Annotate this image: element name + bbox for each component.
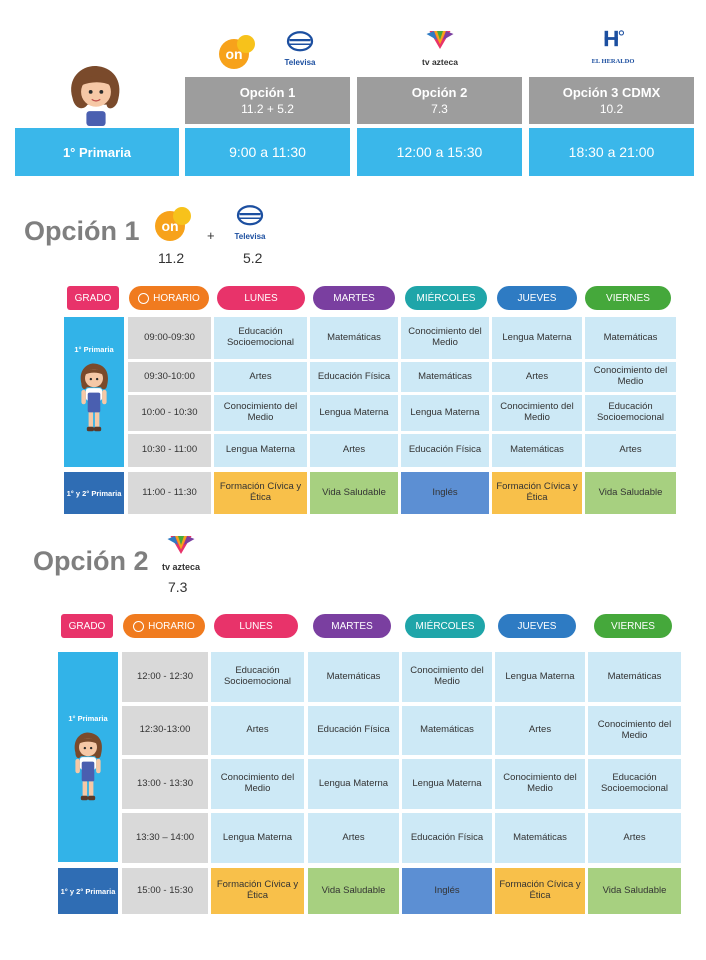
time-cell: 09:00-09:30 <box>128 317 211 359</box>
tv-azteca-logo-text: tv azteca <box>422 57 458 67</box>
horario-header-label: HORARIO <box>153 292 200 304</box>
class-cell: Conocimiento del Medio <box>585 362 676 392</box>
option-2-channels: 7.3 <box>431 102 448 116</box>
once-logo-opt1 <box>148 204 196 244</box>
class-cell: Matemáticas <box>308 652 399 702</box>
option-1-title: Opción 1 <box>239 85 296 100</box>
option-1-channel-a: 11.2 <box>158 250 185 266</box>
horario-header-label: HORARIO <box>148 620 195 632</box>
class-cell: Matemáticas <box>588 652 681 702</box>
plus-sign: + <box>207 228 215 243</box>
class-cell: Lengua Materna <box>495 652 585 702</box>
class-cell: Artes <box>214 362 307 392</box>
class-cell: Educación Física <box>401 434 489 467</box>
class-cell: Inglés <box>402 868 492 914</box>
time-cell: 13:30 – 14:00 <box>122 813 208 863</box>
girl-figure-icon <box>70 730 106 804</box>
class-cell: Educación Socioemocional <box>588 759 681 809</box>
grade-side-1-primaria <box>58 652 118 862</box>
class-cell: Educación Socioemocional <box>211 652 304 702</box>
grade-side-1-primaria <box>64 317 124 467</box>
class-cell: Lengua Materna <box>214 434 307 467</box>
day-header-martes: MARTES <box>313 614 391 638</box>
option-1-channel-b: 5.2 <box>243 250 263 266</box>
class-cell: Matemáticas <box>402 706 492 755</box>
class-cell: Educación Física <box>402 813 492 863</box>
el-heraldo-logo-text: EL HERALDO <box>591 57 635 65</box>
class-cell: Conocimiento del Medio <box>492 395 582 431</box>
class-cell: Conocimiento del Medio <box>588 706 681 755</box>
class-cell: Matemáticas <box>492 434 582 467</box>
day-header-viernes: VIERNES <box>585 286 671 310</box>
class-cell: Conocimiento del Medio <box>214 395 307 431</box>
time-cell: 10:30 - 11:00 <box>128 434 211 467</box>
option-2-section-title: Opción 2 <box>33 546 149 576</box>
option-2-title: Opción 2 <box>411 85 468 100</box>
class-cell: Lengua Materna <box>492 317 582 359</box>
class-cell: Lengua Materna <box>310 395 398 431</box>
girl-avatar-top <box>64 50 128 126</box>
class-cell: Artes <box>588 813 681 863</box>
class-cell: Matemáticas <box>401 362 489 392</box>
grade-side-1-2-primaria: 1° y 2° Primaria <box>64 472 124 514</box>
class-cell: Artes <box>585 434 676 467</box>
time-cell: 15:00 - 15:30 <box>122 868 208 914</box>
class-cell: Artes <box>310 434 398 467</box>
option-3-time: 18:30 a 21:00 <box>529 128 694 176</box>
class-cell: Matemáticas <box>585 317 676 359</box>
horario-header <box>123 614 205 638</box>
class-cell: Educación Socioemocional <box>214 317 307 359</box>
day-header-jueves: JUEVES <box>498 614 576 638</box>
girl-figure-icon <box>76 361 112 435</box>
clock-icon <box>138 293 149 304</box>
class-cell: Educación Física <box>308 706 399 755</box>
day-header-lunes: LUNES <box>217 286 305 310</box>
option-3-channels: 10.2 <box>599 102 624 116</box>
class-cell: Artes <box>308 813 399 863</box>
class-cell: Conocimiento del Medio <box>401 317 489 359</box>
time-cell: 12:00 - 12:30 <box>122 652 208 702</box>
once-niñas-y-niños-logo <box>212 32 260 72</box>
grado-header: GRADO <box>67 286 119 310</box>
class-cell: Lengua Materna <box>211 813 304 863</box>
grade-label-top: 1° Primaria <box>15 128 179 176</box>
tv-azteca-logo-opt2 <box>156 533 206 575</box>
televisa-logo <box>278 30 322 70</box>
class-cell: Matemáticas <box>310 317 398 359</box>
day-header-jueves: JUEVES <box>497 286 577 310</box>
option-3-title: Opción 3 CDMX <box>562 85 661 100</box>
class-cell: Vida Saludable <box>588 868 681 914</box>
class-cell: Conocimiento del Medio <box>402 652 492 702</box>
class-cell: Artes <box>495 706 585 755</box>
option-2-time: 12:00 a 15:30 <box>357 128 522 176</box>
class-cell: Formación Cívica y Ética <box>495 868 585 914</box>
class-cell: Artes <box>492 362 582 392</box>
option-2-channel: 7.3 <box>168 579 188 595</box>
time-cell: 09:30-10:00 <box>128 362 211 392</box>
option-1-time: 9:00 a 11:30 <box>185 128 350 176</box>
class-cell: Educación Socioemocional <box>585 395 676 431</box>
day-header-viernes: VIERNES <box>594 614 672 638</box>
class-cell: Formación Cívica y Ética <box>492 472 582 514</box>
time-cell: 11:00 - 11:30 <box>128 472 211 514</box>
option-1-section-title: Opción 1 <box>24 216 140 246</box>
class-cell: Lengua Materna <box>308 759 399 809</box>
class-cell: Formación Cívica y Ética <box>214 472 307 514</box>
day-header-miercoles: MIÉRCOLES <box>405 286 487 310</box>
grade-side-label: 1° Primaria <box>68 713 108 723</box>
time-cell: 10:00 - 10:30 <box>128 395 211 431</box>
tv-azteca-logo-opt2-text: tv azteca <box>161 562 201 572</box>
class-cell: Conocimiento del Medio <box>495 759 585 809</box>
class-cell: Lengua Materna <box>402 759 492 809</box>
horario-header <box>129 286 209 310</box>
day-header-miercoles: MIÉRCOLES <box>405 614 485 638</box>
class-cell: Lengua Materna <box>401 395 489 431</box>
el-heraldo-logo <box>586 28 640 68</box>
class-cell: Educación Física <box>310 362 398 392</box>
time-cell: 12:30-13:00 <box>122 706 208 755</box>
class-cell: Conocimiento del Medio <box>211 759 304 809</box>
televisa-logo-opt1 <box>228 204 272 244</box>
option-1-header <box>185 77 350 124</box>
tv-azteca-logo <box>415 28 465 70</box>
class-cell: Formación Cívica y Ética <box>211 868 304 914</box>
option-1-channels: 11.2 + 5.2 <box>241 102 294 116</box>
class-cell: Matemáticas <box>495 813 585 863</box>
time-cell: 13:00 - 13:30 <box>122 759 208 809</box>
day-header-martes: MARTES <box>313 286 395 310</box>
option-2-header <box>357 77 522 124</box>
class-cell: Vida Saludable <box>585 472 676 514</box>
grade-side-1-2-primaria: 1° y 2° Primaria <box>58 868 118 914</box>
televisa-logo-text: Televisa <box>284 57 316 67</box>
class-cell: Vida Saludable <box>310 472 398 514</box>
grado-header: GRADO <box>61 614 113 638</box>
class-cell: Vida Saludable <box>308 868 399 914</box>
option-3-header <box>529 77 694 124</box>
televisa-logo-opt1-text: Televisa <box>234 231 266 241</box>
day-header-lunes: LUNES <box>214 614 298 638</box>
class-cell: Inglés <box>401 472 489 514</box>
grade-side-label: 1° Primaria <box>74 344 114 354</box>
clock-icon <box>133 621 144 632</box>
class-cell: Artes <box>211 706 304 755</box>
